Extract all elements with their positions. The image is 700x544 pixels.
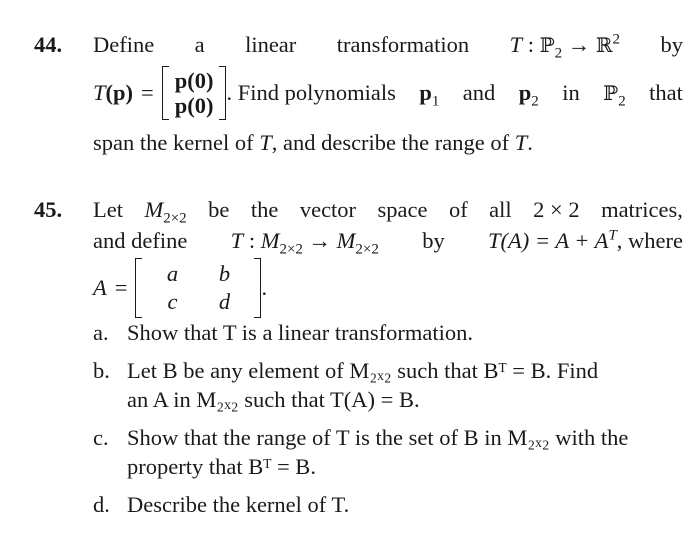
problem-number: 45. xyxy=(34,197,63,222)
part-a: a. Show that T is a linear transformation. xyxy=(93,320,473,345)
part-d: d. Describe the kernel of T. xyxy=(93,492,350,517)
column-vector: p(0) p(0) xyxy=(162,66,227,120)
definition-formula: T (p) = p(0) p(0) . Find polynomials xyxy=(93,68,396,118)
problem-44-line-1: Define a linear transformation T : ℙ$_2$ → ℝ$^2$ by xyxy=(93,31,683,62)
matrix-a: a b c d xyxy=(135,258,261,318)
problem-45-line-2: and define T : $M_{2\times 2} \to M_{2\times 2}$ by $T(A) = A + A^T$, where xyxy=(93,227,683,258)
map-signature: T : ℙ$_2$ → ℝ$^2$ xyxy=(509,31,621,62)
part-c: c. Show that the range of T is the set of B in M₂ₓ₂ with the property that Bᵀ = B. xyxy=(93,425,629,479)
problem-44-line-2: T (p) = p(0) p(0) . Find polynomials $p_1$ and $p_2$ in ℙ$_2$ that xyxy=(93,68,683,118)
problem-44-line-3: span the kernel of T, and describe the range of T. xyxy=(93,130,533,155)
problem-45-matrix-line: A = a b c d . xyxy=(93,256,267,320)
problem-45-line-1: Let $M_{2\times 2}$ be the vector space of all 2 × 2 matrices, xyxy=(93,197,683,227)
part-b: b. Let B be any element of M₂ₓ₂ such that Bᵀ = B. Find an A in M₂ₓ₂ such that T(A) = B. xyxy=(93,358,599,412)
problem-number: 44. xyxy=(34,32,63,57)
